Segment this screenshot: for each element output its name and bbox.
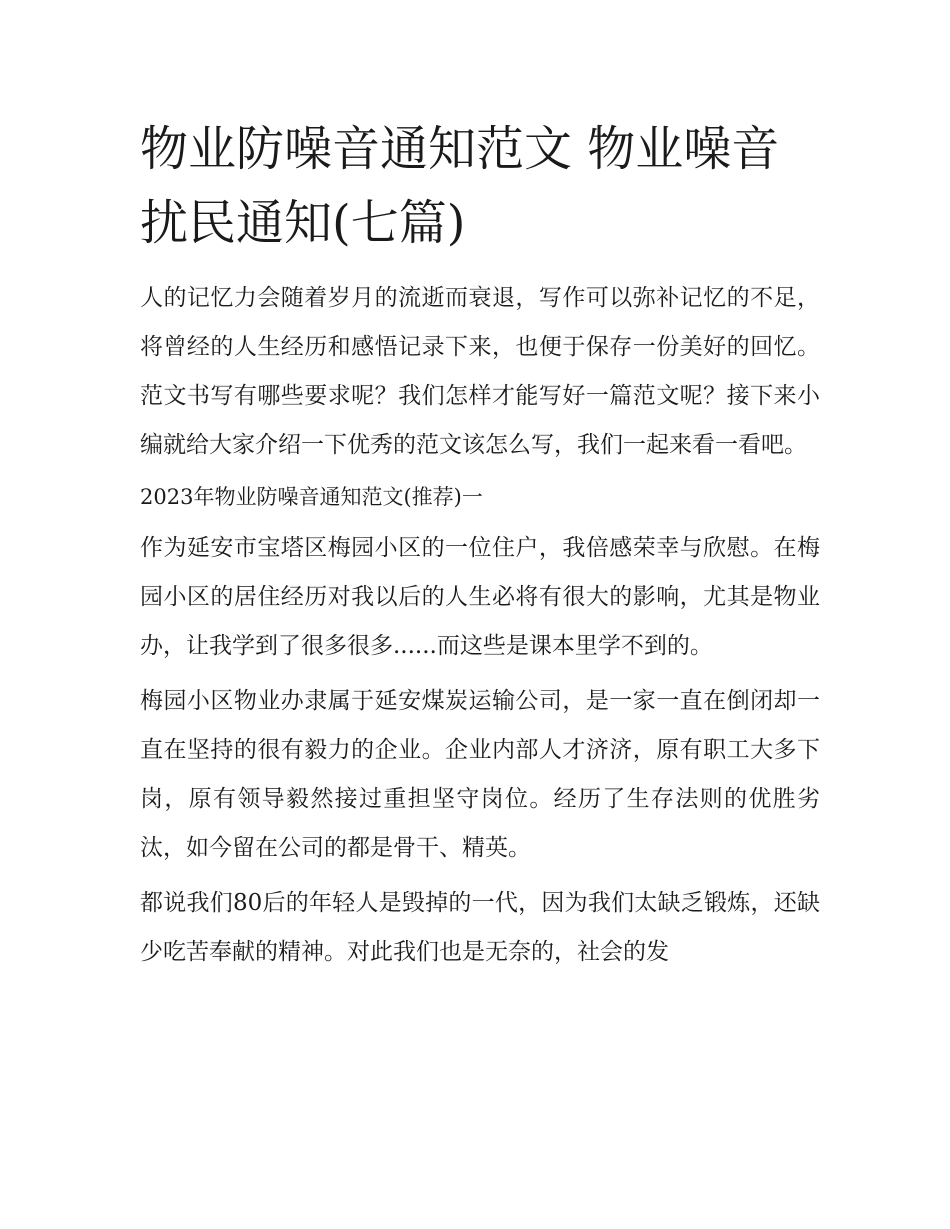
body-paragraph-1: 作为延安市宝塔区梅园小区的一位住户，我倍感荣幸与欣慰。在梅园小区的居住经历对我以后的人生必将有很大的影响，尤其是物业办，让我学到了很多很多......而这些是课本里学不到的。 [140,535,820,659]
body-paragraph-3: 都说我们80后的年轻人是毁掉的一代，因为我们太缺乏锻炼，还缺少吃苦奉献的精神。对此我们也是无奈的，社会的发 [140,890,820,965]
document-title: 物业防噪音通知范文 物业噪音扰民通知(七篇) [140,121,780,251]
document-page [140,112,820,977]
intro-paragraph: 人的记忆力会随着岁月的流逝而衰退，写作可以弥补记忆的不足，将曾经的人生经历和感悟记录下来，也便于保存一份美好的回忆。范文书写有哪些要求呢？我们怎样才能写好一篇范文呢？接下来小编就给大家介绍一下优秀的范文该怎么写，我们一起来看一看吧。 [140,285,820,458]
body-paragraph-2: 梅园小区物业办隶属于延安煤炭运输公司，是一家一直在倒闭却一直在坚持的很有毅力的企业。企业内部人才济济，原有职工大多下岗，原有领导毅然接过重担坚守岗位。经历了生存法则的优胜劣汰，如今留在公司的都是骨干、精英。 [140,688,820,861]
section-heading: 2023年物业防噪音通知范文(推荐)一 [140,485,483,509]
